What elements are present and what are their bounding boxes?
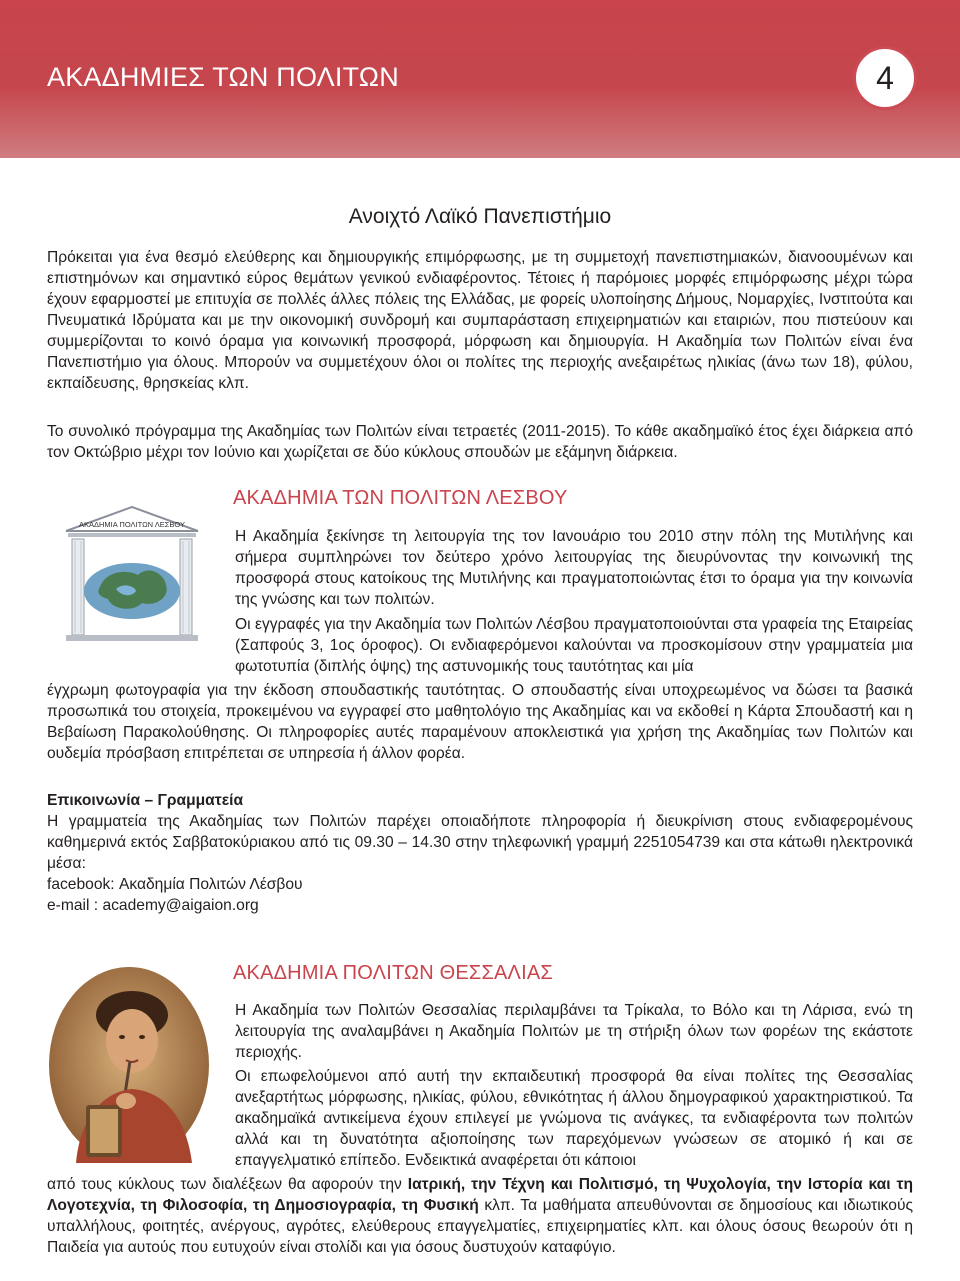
intro-paragraph-1: Πρόκειται για ένα θεσμό ελεύθερης και δημιουργικής επιμόρφωσης, με τη συμμετοχή πανεπιστημιακών, διανοουμένων και επιστημόνων και σημαντικό εύρος θεμάτων γενικού ενδιαφέροντος. Τέτοιες ή παρόμοιες μορφές επιμόρφωσης μέχρι τώρα έχουν εφαρμοστεί με επιτυχία σε πολλές άλλες πόλεις της Ελλάδας, με φορείς υλοποίησης Δήμους, Νομαρχίες, Ινστιτούτα και Πνευματικά Ιδρύματα και με την οικονομική συνδρομή και συμπαράσταση επιχειρηματιών και εταιριών, που πιστεύουν και συμμερίζονται το κοινό όραμα για κοινωνική προσφορά, μόρφωση και δημιουργία. Η Ακαδημία των Πολιτών είναι ένα Πανεπιστήμιο για όλους. Μπορούν να συμμετέχουν όλοι οι πολίτες της περιοχής ανεξαιρέτως ηλικίας (άνω των 18), φύλου, εκπαίδευσης, θρησκείας κλπ. <box>47 249 913 392</box>
contact-heading: Επικοινωνία – Γραμματεία <box>47 792 244 809</box>
lesvos-paragraph-2-continued: έγχρωμη φωτογραφία για την έκδοση σπουδαστικής ταυτότητας. Ο σπουδαστής είναι υποχρεωμένος να δώσει τα βασικά προσωπικά του στοιχεία, προκειμένου να εγγραφεί στο μαθητολόγιο της Ακαδημίας και να εκδοθεί η Κάρτα Σπουδαστή και η Βεβαίωση Παρακολούθησης. Οι πληροφορίες αυτές παραμένουν αποκλειστικά για χρήση της Ακαδημίας των Πολιτών και ουδεμία πρόσβαση επιτρέπεται σε υπηρεσία ή άλλον φορέα. <box>47 682 913 762</box>
lesvos-paragraph-2-wrapped: Οι εγγραφές για την Ακαδημία των Πολιτών Λέσβου πραγματοποιούνται στα γραφεία της Εταιρείας (Σαπφούς 3, 1ος όροφος). Οι ενδιαφερόμενοι καλούνται να προσκομίσουν στην γραμματεία μια φωτοτυπία (διπλής όψης) της αστυνομικής τους ταυτότητας και μία <box>235 616 913 675</box>
intro-paragraph-2: Το συνολικό πρόγραμμα της Ακαδημίας των Πολιτών είναι τετραετές (2011-2015). Το κάθε ακαδημαϊκό έτος έχει διάρκεια από τον Οκτώβριο μέχρι τον Ιούνιο και χωρίζεται σε δύο κύκλους σπουδών με εξάμηνη διάρκεια. <box>47 423 913 461</box>
email-link[interactable]: e-mail : academy@aigaion.org <box>47 897 259 914</box>
thessaly-heading: ΑΚΑΔΗΜΙΑ ΠΟΛΙΤΩΝ ΘΕΣΣΑΛΙΑΣ <box>233 962 553 984</box>
thessaly-text-end: κλπ. Τα μαθήματα απευθύνονται σε δημοσίους και ιδιωτικούς υπαλλήλους, φοιτητές, ανέργους, αγρότες, ελεύθερους επαγγελματίες, επιχειρηματίες κλπ. και όλους όσους θεωρούν ότι η Παιδεία για αυτούς που ευτυχούν είναι στολίδι και για όσους δυστυχούν καταφύγιο. <box>47 1197 913 1256</box>
lesvos-academy-logo <box>46 499 218 649</box>
woman-with-stylus-portrait-icon <box>46 965 212 1165</box>
lesvos-heading: ΑΚΑΔΗΜΙΑ ΤΩΝ ΠΟΛΙΤΩΝ ΛΕΣΒΟΥ <box>233 487 568 509</box>
lesvos-paragraph-1: Η Ακαδημία ξεκίνησε τη λειτουργία της τον Ιανουάριο του 2010 στην πόλη της Μυτιλήνης και σήμερα συμπληρώνει τον δεύτερο χρόνο λειτουργίας της διευρύνοντας την κοινωνική της προσφορά στους κατοίκους της Μυτιλήνης και πραγματοποιώντας έτσι το όραμα για την κοινωνία της γνώσης και των πολιτών. <box>235 528 913 608</box>
thessaly-subjects-bold: Ιατρική, την Τέχνη και Πολιτισμό, τη Ψυχολογία, την Ιστορία και τη Λογοτεχνία, τη Φιλοσοφία, τη Δημοσιογραφία, τη Φυσική <box>47 1176 913 1214</box>
page-number-badge: 4 <box>853 46 917 110</box>
fresco-portrait-image <box>46 965 212 1165</box>
thessaly-paragraph-2-wrapped: Οι επωφελούμενοι από αυτή την εκπαιδευτική προσφορά θα είναι πολίτες της Θεσσαλίας ανεξαρτήτως μόρφωσης, ηλικίας, φύλου, εθνικότητας ή άλλου δημογραφικού χαρακτηριστικού. Τα ακαδημαϊκά αντικείμενα έχουν επιλεγεί με γνώμονα τις ανάγκες, τα ενδιαφέροντα των πολιτών αλλά και τη δυνατότητα αξιοποίησης των παρεχόμενων γνώσεων σε ατομικό ή και σε επαγγελματικό επίπεδο. Ενδεικτικά αναφέρεται ότι κάποιοι <box>235 1068 913 1169</box>
contact-text: Η γραμματεία της Ακαδημίας των Πολιτών παρέχει οποιαδήποτε πληροφορία ή διευκρίνιση στους ενδιαφερομένους καθημερινά εκτός Σαββατοκύριακου από τις 09.30 – 14.30 στην τηλεφωνική γραμμή 2251054739 και στα κάτωθι ηλεκτρονικά μέσα: <box>47 813 913 872</box>
thessaly-paragraph-2-continued <box>47 1174 913 1258</box>
temple-map-logo-icon <box>46 499 218 649</box>
intro-title: Ανοιχτό Λαϊκό Πανεπιστήμιο <box>348 205 612 228</box>
thessaly-paragraph-1: Η Ακαδημία των Πολιτών Θεσσαλίας περιλαμβάνει τα Τρίκαλα, το Βόλο και τη Λάρισα, ενώ τη λειτουργία της αναλαμβάνει η Ακαδημία Πολιτών με τη στήριξη όλων των φορέων της εκάστοτε περιοχής. <box>235 1002 913 1061</box>
header-title: ΑΚΑΔΗΜΙΕΣ ΤΩΝ ΠΟΛΙΤΩΝ <box>47 62 399 92</box>
logo-caption: ΑΚΑΔΗΜΙΑ ΠΟΛΙΤΩΝ ΛΕΣΒΟΥ <box>78 520 186 529</box>
facebook-link[interactable]: facebook: Ακαδημία Πολιτών Λέσβου <box>47 876 303 893</box>
thessaly-text-start: από τους κύκλους των διαλέξεων θα αφορούν την <box>47 1176 408 1193</box>
page-header-band <box>0 0 960 158</box>
